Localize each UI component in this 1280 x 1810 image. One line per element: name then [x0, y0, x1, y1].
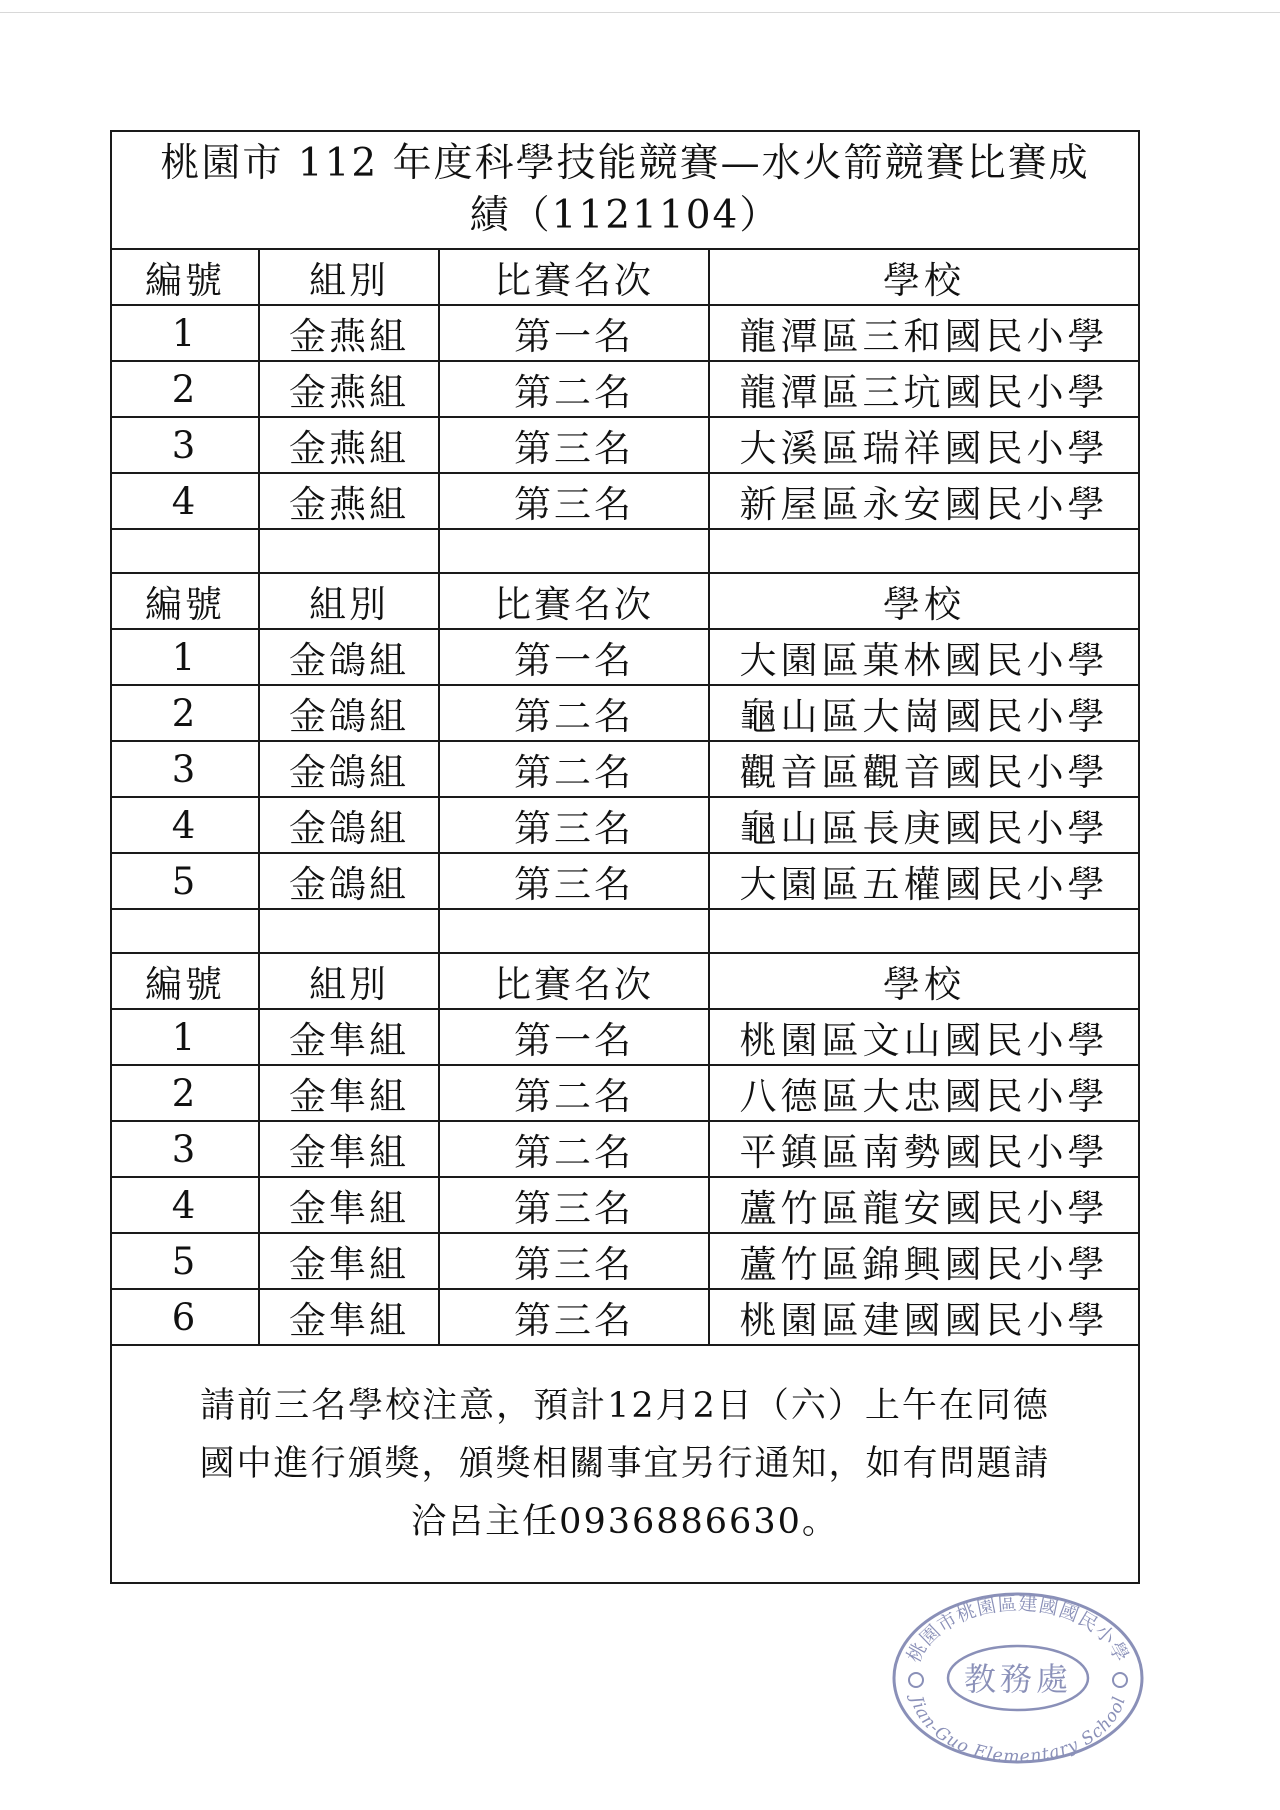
cell-group: 金燕組: [259, 417, 439, 473]
table-row: [111, 417, 1139, 473]
cell-school: 龜山區長庚國民小學: [709, 797, 1139, 853]
table-row: [111, 1289, 1139, 1345]
spacer-row: [111, 909, 1139, 953]
seal-bottom-text: Jian-Guo Elementary School: [905, 1693, 1131, 1766]
cell-rank: 第二名: [439, 1121, 709, 1177]
cell-school: 大園區菓林國民小學: [709, 629, 1139, 685]
title-row: [111, 131, 1139, 249]
table-row: [111, 361, 1139, 417]
header-rank: 比賽名次: [439, 249, 709, 305]
cell-group: 金燕組: [259, 305, 439, 361]
cell-id: 2: [111, 1065, 259, 1121]
cell-school: 大園區五權國民小學: [709, 853, 1139, 909]
table-row: [111, 1121, 1139, 1177]
header-group: 組別: [259, 573, 439, 629]
page-top-rule: [0, 12, 1280, 13]
spacer-row: [111, 529, 1139, 573]
table-row: [111, 473, 1139, 529]
cell-group: 金隼組: [259, 1121, 439, 1177]
school-seal: [888, 1588, 1148, 1766]
cell-rank: 第三名: [439, 1289, 709, 1345]
header-row: [111, 953, 1139, 1009]
table-row: [111, 1009, 1139, 1065]
cell-id: 3: [111, 417, 259, 473]
spacer-cell-school: [709, 909, 1139, 953]
cell-school: 龜山區大崗國民小學: [709, 685, 1139, 741]
cell-school: 蘆竹區錦興國民小學: [709, 1233, 1139, 1289]
header-row: [111, 249, 1139, 305]
header-row: [111, 573, 1139, 629]
header-rank: 比賽名次: [439, 573, 709, 629]
cell-school: 桃園區文山國民小學: [709, 1009, 1139, 1065]
table-row: [111, 853, 1139, 909]
cell-group: 金隼組: [259, 1289, 439, 1345]
spacer-cell-group: [259, 909, 439, 953]
cell-id: 3: [111, 741, 259, 797]
table-title: [111, 131, 1139, 249]
cell-school: 新屋區永安國民小學: [709, 473, 1139, 529]
header-group: 組別: [259, 953, 439, 1009]
cell-group: 金燕組: [259, 361, 439, 417]
cell-group: 金隼組: [259, 1233, 439, 1289]
cell-id: 1: [111, 305, 259, 361]
cell-rank: 第三名: [439, 797, 709, 853]
table-body: [111, 131, 1139, 1583]
notice-line-2: 國中進行頒獎，頒獎相關事宜另行通知，如有問題請: [199, 1444, 1051, 1484]
table-row: [111, 629, 1139, 685]
seal-top-text: 桃園市桃園區建國國民小學: [902, 1592, 1134, 1667]
cell-school: 桃園區建國國民小學: [709, 1289, 1139, 1345]
cell-id: 1: [111, 629, 259, 685]
table-row: [111, 741, 1139, 797]
header-id: 編號: [111, 953, 259, 1009]
cell-id: 5: [111, 1233, 259, 1289]
cell-rank: 第一名: [439, 629, 709, 685]
flower-icon-left: [909, 1673, 923, 1687]
header-id: 編號: [111, 249, 259, 305]
header-school: 學校: [709, 953, 1139, 1009]
cell-school: 龍潭區三坑國民小學: [709, 361, 1139, 417]
cell-id: 4: [111, 1177, 259, 1233]
table-row: [111, 1233, 1139, 1289]
cell-rank: 第一名: [439, 1009, 709, 1065]
header-school: 學校: [709, 249, 1139, 305]
notice-cell: [111, 1345, 1139, 1583]
cell-id: 2: [111, 685, 259, 741]
cell-id: 3: [111, 1121, 259, 1177]
title-line-1: 桃園市 112 年度科學技能競賽—水火箭競賽比賽成: [160, 141, 1090, 186]
cell-rank: 第三名: [439, 417, 709, 473]
cell-school: 觀音區觀音國民小學: [709, 741, 1139, 797]
cell-group: 金鴿組: [259, 797, 439, 853]
cell-id: 1: [111, 1009, 259, 1065]
cell-school: 大溪區瑞祥國民小學: [709, 417, 1139, 473]
cell-school: 八德區大忠國民小學: [709, 1065, 1139, 1121]
cell-group: 金鴿組: [259, 741, 439, 797]
table-row: [111, 305, 1139, 361]
cell-school: 蘆竹區龍安國民小學: [709, 1177, 1139, 1233]
notice-row: [111, 1345, 1139, 1583]
cell-rank: 第三名: [439, 473, 709, 529]
cell-group: 金鴿組: [259, 685, 439, 741]
cell-group: 金鴿組: [259, 853, 439, 909]
spacer-cell-group: [259, 529, 439, 573]
cell-school: 龍潭區三和國民小學: [709, 305, 1139, 361]
cell-group: 金隼組: [259, 1009, 439, 1065]
header-rank: 比賽名次: [439, 953, 709, 1009]
cell-rank: 第三名: [439, 853, 709, 909]
seal-center-text: 教務處: [963, 1660, 1073, 1698]
cell-rank: 第三名: [439, 1177, 709, 1233]
table-row: [111, 685, 1139, 741]
header-school: 學校: [709, 573, 1139, 629]
spacer-cell-rank: [439, 529, 709, 573]
spacer-cell-rank: [439, 909, 709, 953]
table-row: [111, 797, 1139, 853]
cell-group: 金隼組: [259, 1177, 439, 1233]
spacer-cell-school: [709, 529, 1139, 573]
header-group: 組別: [259, 249, 439, 305]
table-row: [111, 1065, 1139, 1121]
cell-rank: 第三名: [439, 1233, 709, 1289]
cell-group: 金隼組: [259, 1065, 439, 1121]
cell-id: 6: [111, 1289, 259, 1345]
cell-school: 平鎮區南勢國民小學: [709, 1121, 1139, 1177]
spacer-cell-id: [111, 909, 259, 953]
cell-rank: 第一名: [439, 305, 709, 361]
cell-rank: 第二名: [439, 741, 709, 797]
flower-icon-right: [1113, 1673, 1127, 1687]
notice-line-1: 請前三名學校注意，預計12月2日（六）上午在同德: [200, 1386, 1050, 1426]
notice-line-3: 洽呂主任0936886630。: [411, 1502, 839, 1542]
table-row: [111, 1177, 1139, 1233]
cell-group: 金燕組: [259, 473, 439, 529]
cell-id: 4: [111, 797, 259, 853]
spacer-cell-id: [111, 529, 259, 573]
cell-rank: 第二名: [439, 1065, 709, 1121]
cell-id: 5: [111, 853, 259, 909]
cell-rank: 第二名: [439, 361, 709, 417]
cell-rank: 第二名: [439, 685, 709, 741]
cell-id: 4: [111, 473, 259, 529]
cell-group: 金鴿組: [259, 629, 439, 685]
cell-id: 2: [111, 361, 259, 417]
header-id: 編號: [111, 573, 259, 629]
results-table: [110, 130, 1140, 1584]
title-line-2: 績（1121104）: [469, 193, 781, 238]
